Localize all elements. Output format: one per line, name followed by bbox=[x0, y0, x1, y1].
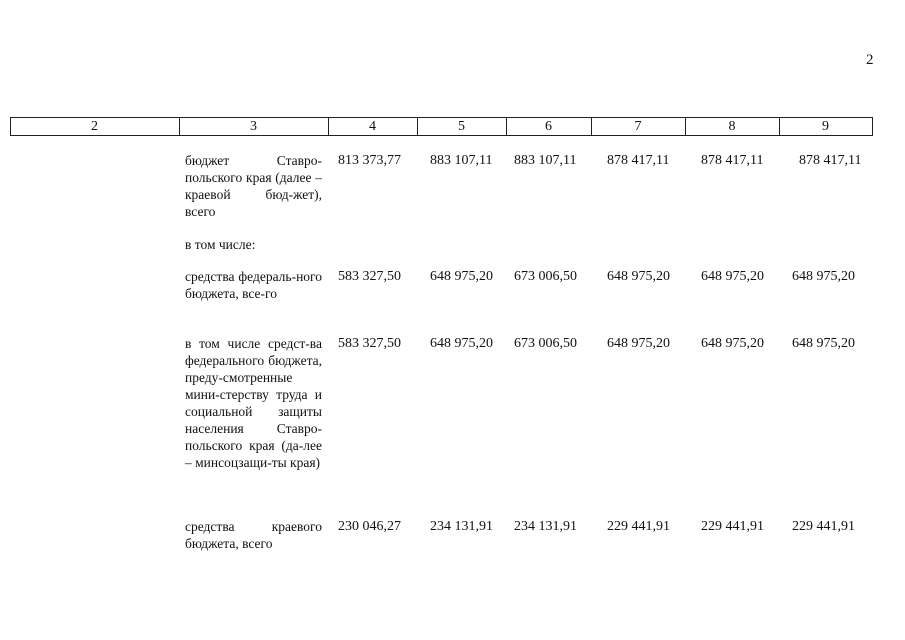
value-col-8: 878 417,11 bbox=[701, 153, 764, 168]
value-col-7: 229 441,91 bbox=[607, 519, 670, 534]
value-col-6: 234 131,91 bbox=[514, 519, 577, 534]
header-cell-col-6: 6 bbox=[545, 119, 552, 134]
header-cell-col-5: 5 bbox=[458, 119, 465, 134]
table-header-row bbox=[10, 117, 873, 136]
value-col-4: 813 373,77 bbox=[338, 153, 401, 168]
row-label: средства федераль-ного бюджета, все-го bbox=[185, 269, 322, 301]
header-cell-col-2: 2 bbox=[91, 119, 98, 134]
value-col-6: 883 107,11 bbox=[514, 153, 577, 168]
header-cell-col-9: 9 bbox=[822, 119, 829, 134]
value-col-6: 673 006,50 bbox=[514, 336, 577, 351]
value-col-7: 648 975,20 bbox=[607, 269, 670, 284]
header-cell-col-7: 7 bbox=[634, 119, 642, 134]
value-col-8: 648 975,20 bbox=[701, 336, 764, 351]
value-col-9: 229 441,91 bbox=[792, 519, 855, 534]
page-number: 2 bbox=[866, 52, 874, 68]
value-col-9: 648 975,20 bbox=[792, 336, 855, 351]
row-label: бюджет Ставро-польского края (далее – краевой бюд-жет), всего bbox=[185, 153, 322, 219]
value-col-5: 648 975,20 bbox=[430, 336, 493, 351]
value-col-6: 673 006,50 bbox=[514, 269, 577, 284]
header-divider bbox=[872, 118, 873, 135]
value-col-7: 878 417,11 bbox=[607, 153, 670, 168]
row-label: в том числе средст-ва федерального бюджета, преду-смотренные мини-стерству труда и социальной защиты населения Ставро-польского края (да-лее – минсоцзащи-ты края) bbox=[185, 336, 322, 470]
value-col-4: 583 327,50 bbox=[338, 336, 401, 351]
header-cell-col-3: 3 bbox=[250, 119, 257, 134]
value-col-9: 878 417,11 bbox=[799, 153, 862, 168]
value-col-5: 883 107,11 bbox=[430, 153, 493, 168]
row-label: в том числе: bbox=[185, 237, 256, 252]
value-col-4: 583 327,50 bbox=[338, 269, 401, 284]
value-col-5: 234 131,91 bbox=[430, 519, 493, 534]
value-col-8: 648 975,20 bbox=[701, 269, 764, 284]
value-col-9: 648 975,20 bbox=[792, 269, 855, 284]
value-col-8: 229 441,91 bbox=[701, 519, 764, 534]
value-col-5: 648 975,20 bbox=[430, 269, 493, 284]
value-col-7: 648 975,20 bbox=[607, 336, 670, 351]
header-cell-col-8: 8 bbox=[728, 119, 736, 134]
value-col-4: 230 046,27 bbox=[338, 519, 401, 534]
header-cell-col-4: 4 bbox=[369, 119, 376, 134]
row-label: средства краевого бюджета, всего bbox=[185, 519, 322, 551]
